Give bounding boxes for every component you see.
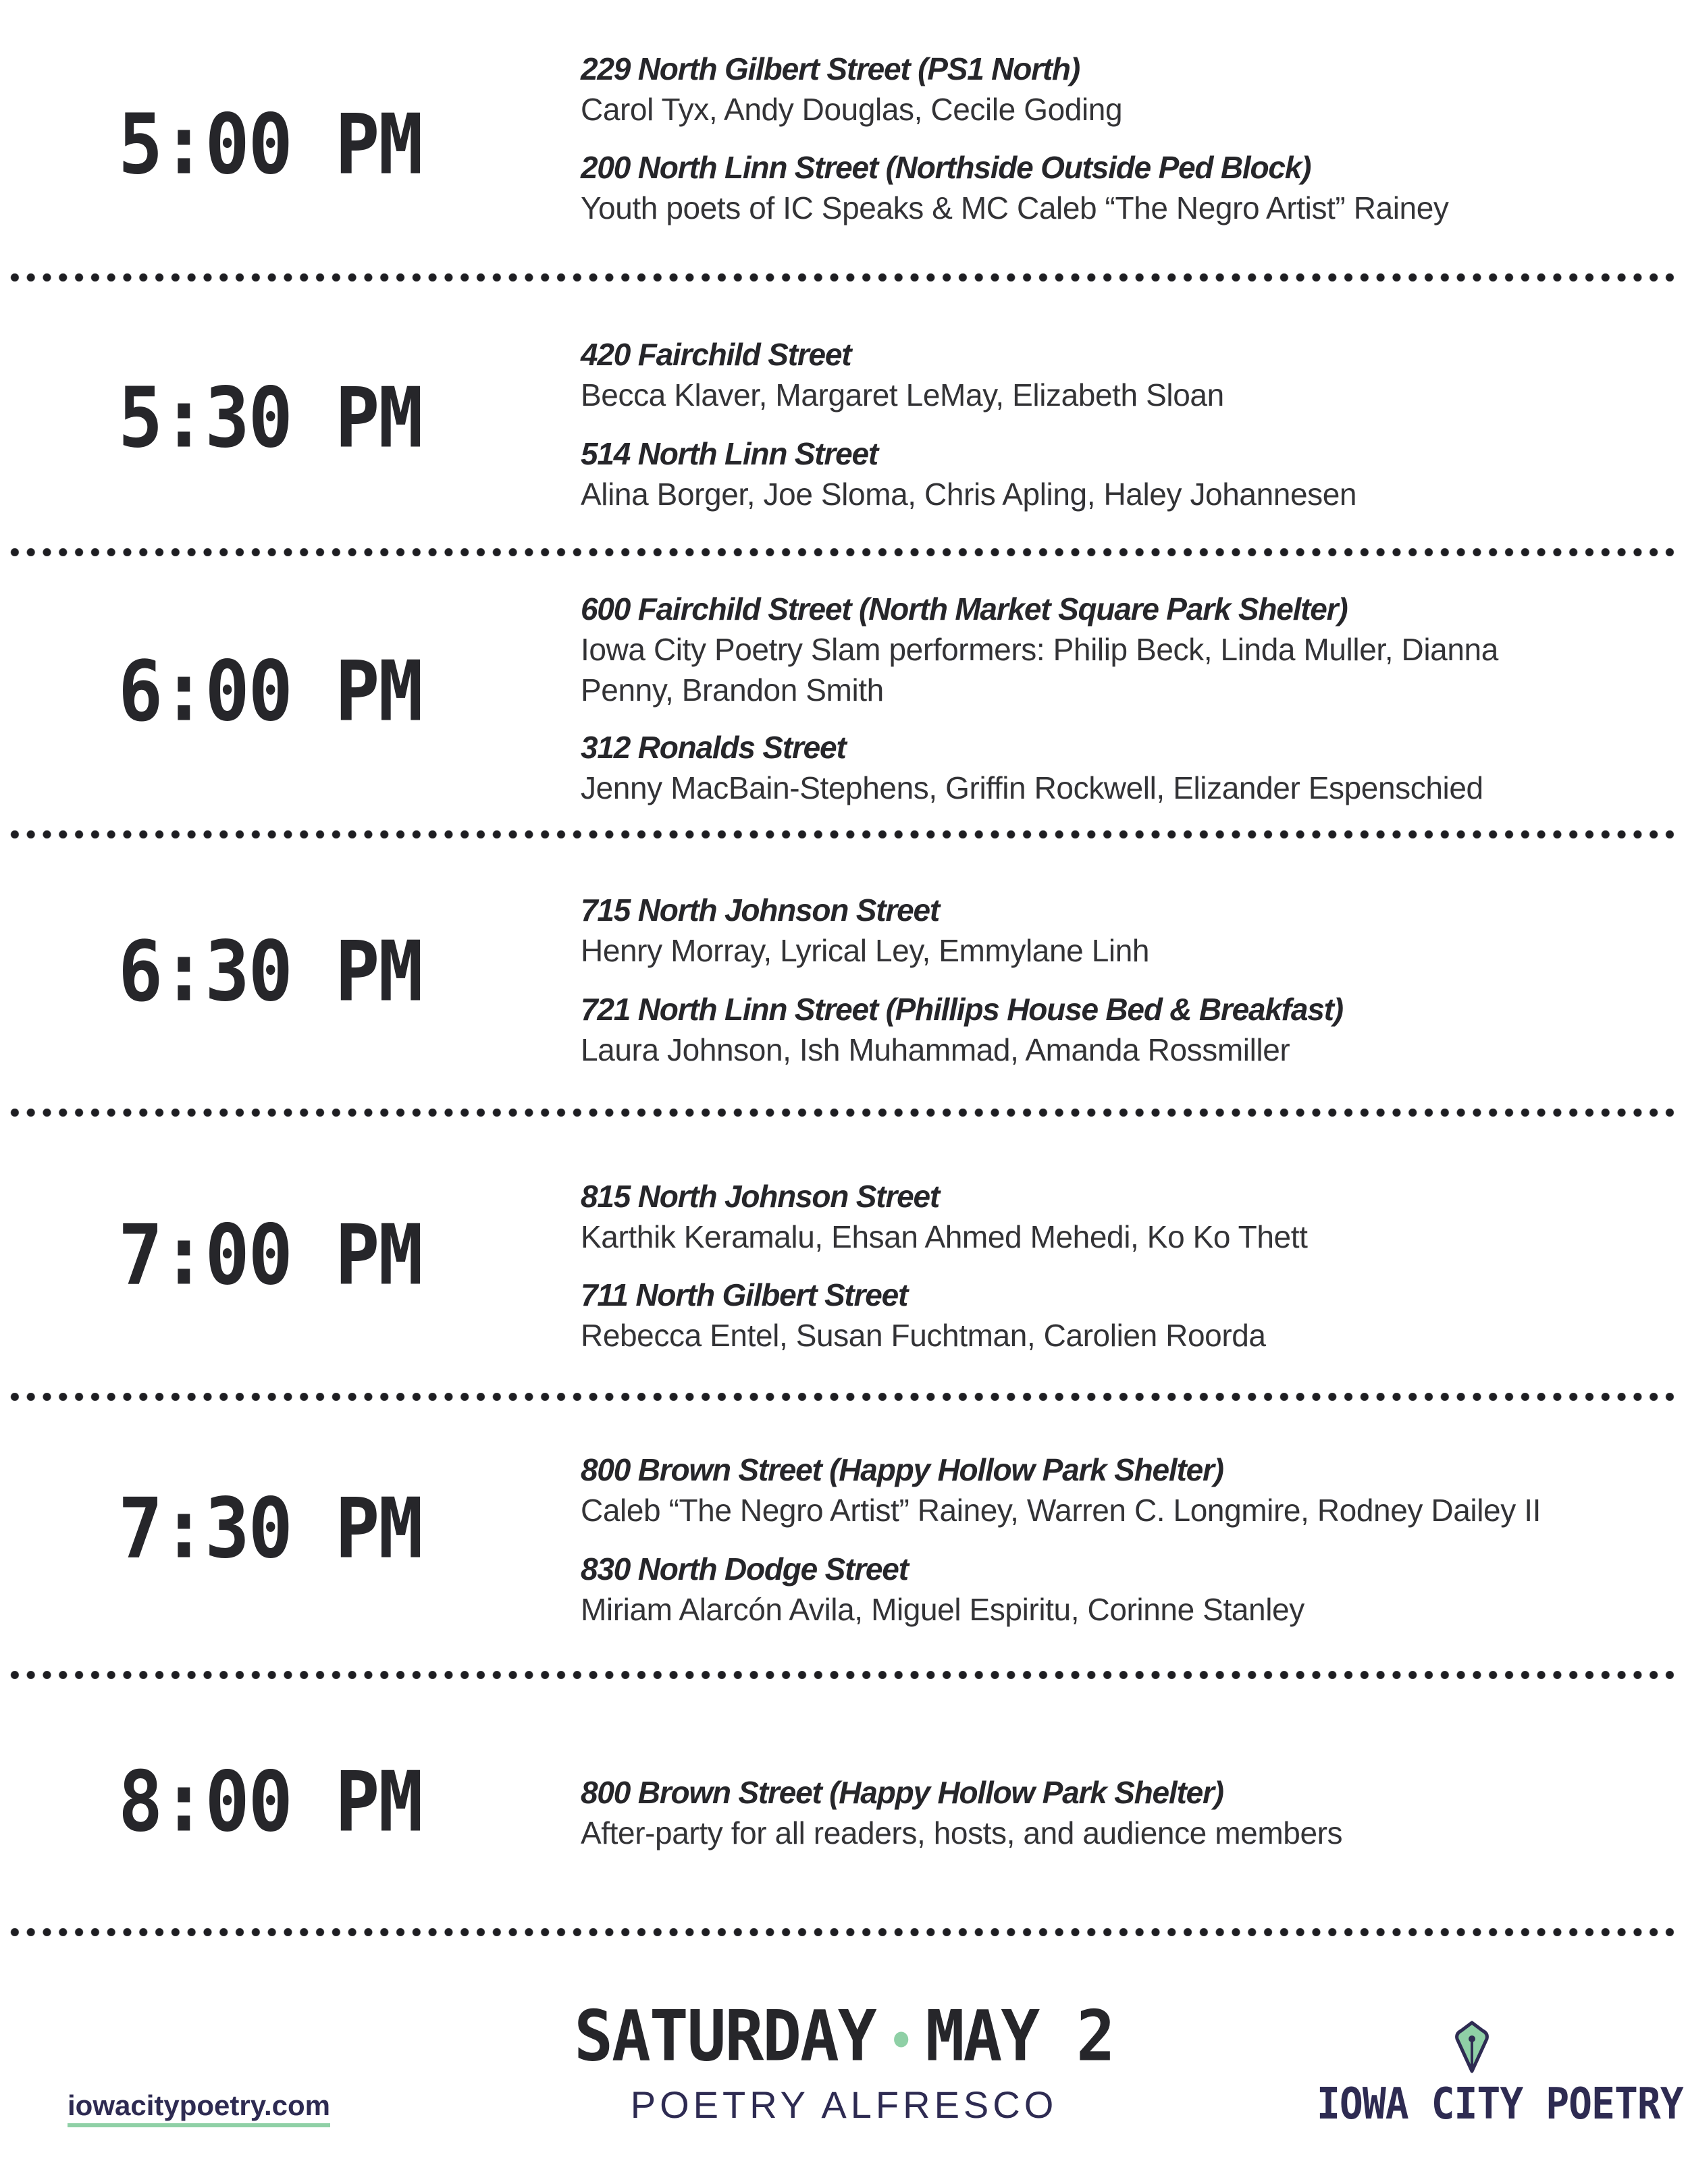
venue-address: 600 Fairchild Street (North Market Square Park Shelter)	[581, 591, 1348, 627]
venue-address: 830 North Dodge Street	[581, 1551, 908, 1587]
dotted-divider	[7, 1393, 1681, 1401]
venue-readers: Rebecca Entel, Susan Fuchtman, Carolien Roorda	[581, 1318, 1266, 1353]
venue-readers: Jenny MacBain-Stephens, Griffin Rockwell, Elizander Espenschied	[581, 770, 1483, 805]
venue-address: 229 North Gilbert Street (PS1 North)	[581, 51, 1080, 86]
venue-address: 200 North Linn Street (Northside Outside Ped Block)	[581, 150, 1311, 185]
venue	[581, 1449, 1661, 1530]
dotted-divider	[7, 830, 1681, 838]
venue-readers: Caleb “The Negro Artist” Rainey, Warren C. Longmire, Rodney Dailey II	[581, 1493, 1541, 1528]
dotted-divider	[7, 548, 1681, 556]
venue-address: 711 North Gilbert Street	[581, 1277, 908, 1312]
time-label: 6:30 PM	[118, 923, 422, 1020]
venue-address: 312 Ronalds Street	[581, 730, 846, 765]
website-link[interactable]: iowacitypoetry.com	[68, 2089, 330, 2127]
venue-readers: Youth poets of IC Speaks & MC Caleb “The Negro Artist” Rainey	[581, 190, 1449, 225]
dotted-divider	[7, 1928, 1681, 1936]
venue	[581, 989, 1661, 1070]
venue-readers: Becca Klaver, Margaret LeMay, Elizabeth Sloan	[581, 377, 1224, 412]
event-name: POETRY ALFRESCO	[630, 2083, 1058, 2126]
venue	[581, 147, 1661, 228]
venue-readers: Miriam Alarcón Avila, Miguel Espiritu, Corinne Stanley	[581, 1592, 1304, 1627]
venue	[581, 890, 1661, 971]
event-date: MAY 2	[925, 1995, 1114, 2077]
venue-readers: Alina Borger, Joe Sloma, Chris Apling, Haley Johannesen	[581, 477, 1357, 512]
dotted-divider	[7, 1671, 1681, 1679]
venue-readers: Iowa City Poetry Slam performers: Philip Beck, Linda Muller, Dianna	[581, 632, 1498, 667]
venue	[581, 1176, 1661, 1257]
venue	[581, 334, 1661, 415]
pen-nib-icon	[1452, 2019, 1492, 2074]
venue-readers: Penny, Brandon Smith	[581, 672, 884, 708]
venue	[581, 589, 1661, 710]
venue-address: 420 Fairchild Street	[581, 337, 851, 372]
venue-readers: Laura Johnson, Ish Muhammad, Amanda Rossmiller	[581, 1032, 1290, 1067]
venue-address: 800 Brown Street (Happy Hollow Park Shelter)	[581, 1452, 1223, 1487]
time-label: 6:00 PM	[118, 643, 422, 740]
venue-readers: Carol Tyx, Andy Douglas, Cecile Goding	[581, 92, 1123, 127]
venue-address: 514 North Linn Street	[581, 436, 878, 471]
time-label: 8:00 PM	[118, 1753, 422, 1850]
venue	[581, 49, 1661, 130]
event-day: SATURDAY	[574, 1995, 876, 2077]
venue	[581, 433, 1661, 514]
time-label: 7:30 PM	[118, 1480, 422, 1577]
dotted-divider	[7, 1109, 1681, 1117]
logo-wordmark: IOWA CITY POETRY	[1317, 2078, 1683, 2129]
time-label: 7:00 PM	[118, 1206, 422, 1304]
venue	[581, 1275, 1661, 1356]
venue-address: 721 North Linn Street (Phillips House Bed & Breakfast)	[581, 992, 1343, 1027]
venue	[581, 1549, 1661, 1630]
bullet-separator: •	[889, 2015, 912, 2067]
dotted-divider	[7, 273, 1681, 282]
venue-address: 815 North Johnson Street	[581, 1179, 939, 1214]
time-label: 5:30 PM	[118, 369, 422, 467]
venue	[581, 727, 1661, 808]
venue-readers: Karthik Keramalu, Ehsan Ahmed Mehedi, Ko Ko Thett	[581, 1219, 1308, 1254]
venue-address: 715 North Johnson Street	[581, 893, 939, 928]
venue-readers: After-party for all readers, hosts, and audience members	[581, 1815, 1343, 1850]
venue	[581, 1772, 1661, 1853]
venue-address: 800 Brown Street (Happy Hollow Park Shelter)	[581, 1775, 1223, 1810]
venue-readers: Henry Morray, Lyrical Ley, Emmylane Linh	[581, 933, 1150, 968]
time-label: 5:00 PM	[118, 96, 422, 193]
iowa-city-poetry-logo	[1317, 2019, 1683, 2129]
